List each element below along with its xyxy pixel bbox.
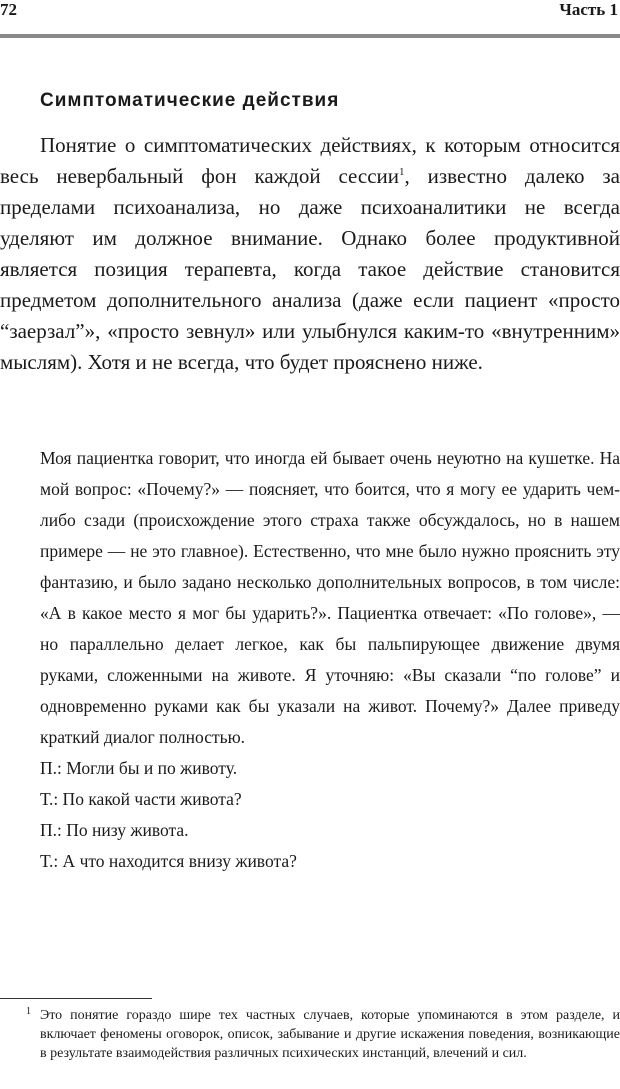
dialog (40, 753, 620, 877)
footnote (26, 1006, 620, 1063)
footnote-mark: 1 (26, 1006, 31, 1017)
intro-text-end: , известно далеко за пределами психоанализа, но даже психоаналитики не всегда уделяют им должное внимание. Однако более продуктивной является позиция терапевта, когда такое действие становится предметом дополнительного анализа (даже если пациент «просто “заерзал”», «просто зевнул» или улыбнулся каким-то «внутренним» мыслям). Хотя и не всегда, что будет прояснено ниже. (0, 164, 620, 374)
page-number: 72 (0, 0, 17, 19)
dialog-line: П.: Могли бы и по животу. (40, 758, 238, 778)
case-paragraph: Моя пациентка говорит, что иногда ей бывает очень неуютно на кушетке. На мой вопрос: «Почему?» — поясняет, что боится, что я могу ее ударить чем-либо сзади (происхождение этого страха также обсуждалось, но в нашем примере — не это главное). Естественно, что мне было нужно прояснить эту фантазию, и было задано несколько дополнительных вопросов, в том числе: «А в какое место я мог бы ударить?». Пациентка отвечает: «По голове», — но параллельно делает легкое, как бы пальпирующее движение двумя руками, сложенными на животе. Я уточняю: «Вы сказали “по голове” и одновременно руками как бы указали на живот. Почему?» Далее приведу краткий диалог полностью. (40, 448, 620, 747)
header-rule (0, 34, 620, 38)
case-example (40, 443, 620, 877)
dialog-line: П.: По низу живота. (40, 820, 189, 840)
intro-text-start: Понятие о симптоматических действиях, к которым относится весь невербальный фон каждой сессии (0, 133, 620, 188)
footnote-text: Это понятие гораздо шире тех частных случаев, которые упоминаются в этом разделе, и включает феномены оговорок, описок, забывание и другие искажения поведения, возникающие в результате взаимодействия различных психических инстанций, влечений и сил. (40, 1008, 620, 1061)
dialog-line: Т.: А что находится внизу живота? (40, 851, 297, 871)
dialog-line: Т.: По какой части живота? (40, 789, 242, 809)
footnote-reference: 1 (399, 166, 405, 178)
footnote-rule (0, 998, 152, 999)
section-title: Симптоматические действия (40, 90, 340, 111)
running-head: Часть 1 (559, 0, 618, 19)
intro-paragraph (0, 130, 620, 378)
page-header (0, 0, 620, 40)
